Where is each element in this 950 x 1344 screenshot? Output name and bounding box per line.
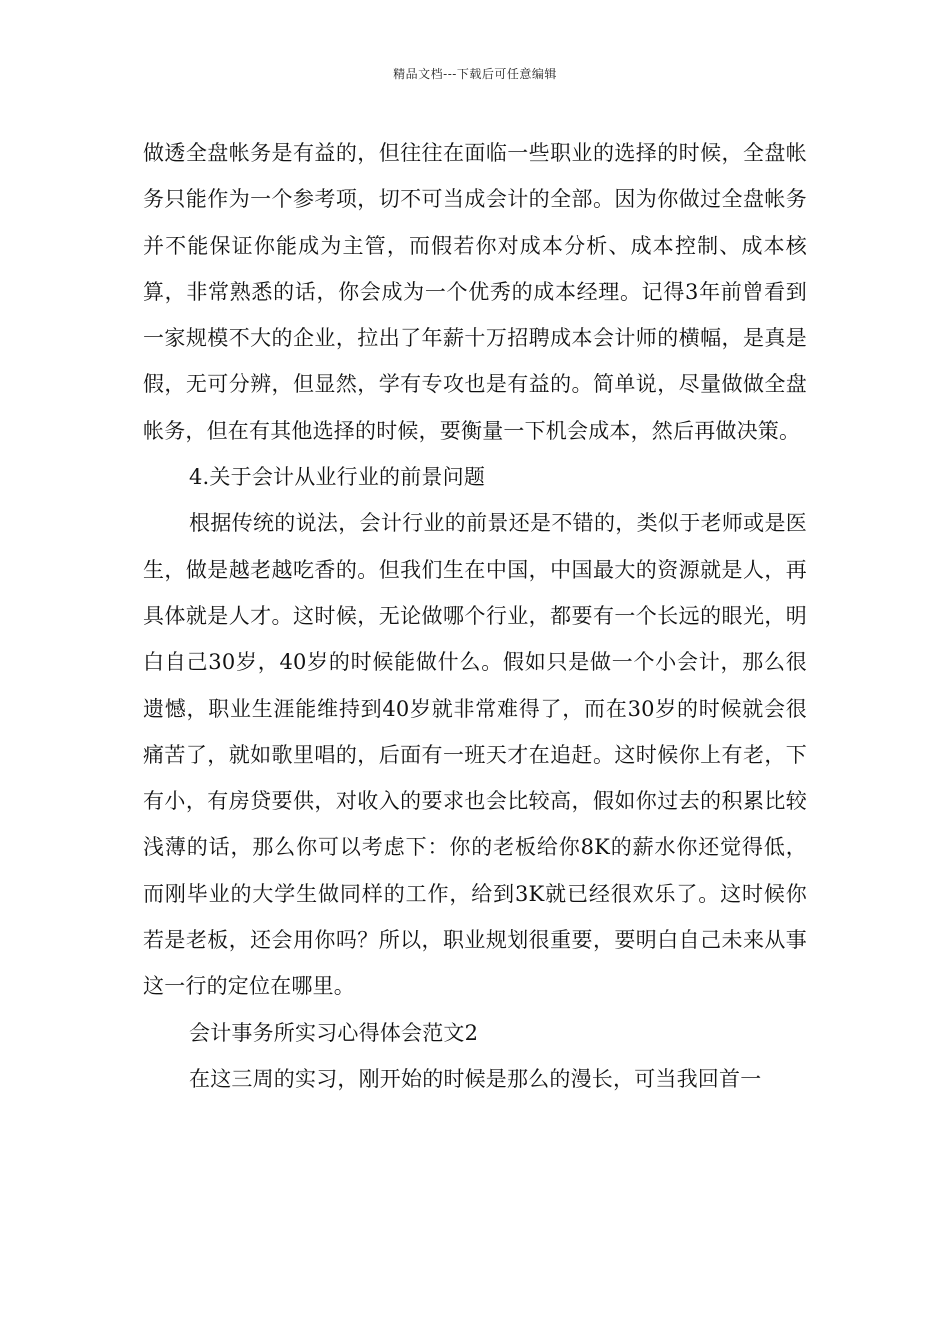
paragraph-career-prospects: 根据传统的说法，会计行业的前景还是不错的，类似于老师或是医生，做是越老越吃香的。但我们生在中国，中国最大的资源就是人，再具体就是人才。这时候，无论做哪个行业，都要有一个长远的眼光，明白自己30岁，40岁的时候能做什么。假如只是做一个小会计，那么很遗憾，职业生涯能维持到40岁就非常难得了，而在30岁的时候就会很痛苦了，就如歌里唱的，后面有一班天才在追赶。这时候你上有老，下有小，有房贷要供，对收入的要求也会比较高，假如你过去的积累比较浅薄的话，那么你可以考虑下：你的老板给你8K的薪水你还觉得低，而刚毕业的大学生做同样的工作，给到3K就已经很欢乐了。这时候你若是老板，还会用你吗？所以，职业规划很重要，要明白自己未来从事这一行的定位在哪里。 — [143, 511, 807, 999]
paragraph-full-accounts: 做透全盘帐务是有益的，但往往在面临一些职业的选择的时候，全盘帐务只能作为一个参考项，切不可当成会计的全部。因为你做过全盘帐务并不能保证你能成为主管，而假若你对成本分析、成本控制、成本核算，非常熟悉的话，你会成为一个优秀的成本经理。记得3年前曾看到一家规模不大的企业，拉出了年薪十万招聘成本会计师的横幅，是真是假，无可分辨，但显然，学有专攻也是有益的。简单说，尽量做做全盘帐务，但在有其他选择的时候，要衡量一下机会成本，然后再做决策。 — [143, 141, 807, 443]
document-body — [143, 130, 807, 1102]
section-heading-sample-2: 会计事务所实习心得体会范文2 — [189, 1020, 479, 1045]
page-header: 精品文档---下载后可任意编辑 — [393, 67, 557, 81]
paragraph-internship: 在这三周的实习，刚开始的时候是那么的漫长，可当我回首一 — [189, 1066, 762, 1091]
section-heading-career-prospects: 4.关于会计从业行业的前景问题 — [189, 465, 486, 490]
